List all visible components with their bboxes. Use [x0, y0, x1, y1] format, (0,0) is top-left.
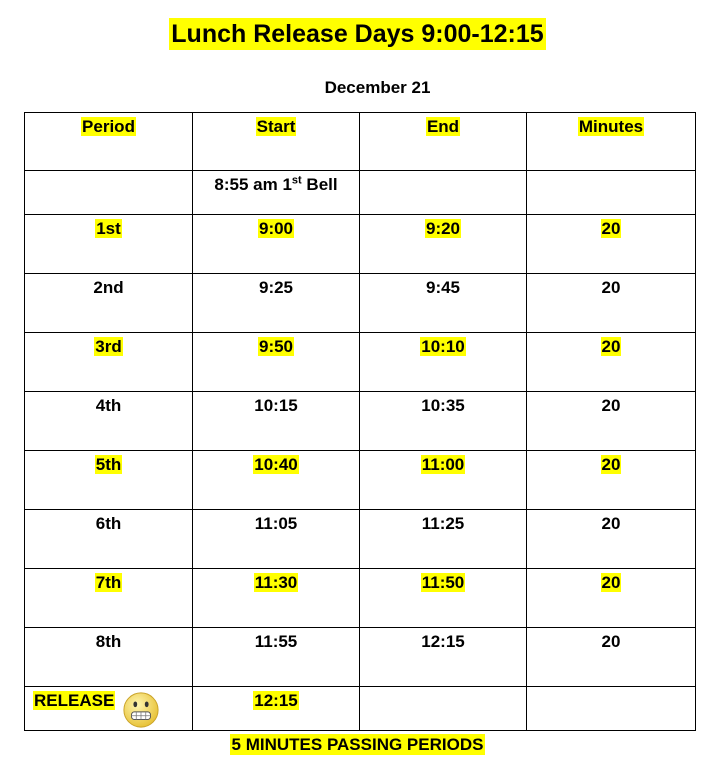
header-period [25, 113, 193, 171]
period-cell [25, 451, 193, 510]
table-row [25, 569, 696, 628]
release-empty-cell [360, 687, 527, 731]
first-bell-empty-cell [25, 171, 193, 215]
release-empty-cell [527, 687, 696, 731]
start-cell [193, 451, 360, 510]
table-row [25, 628, 696, 687]
minutes-cell [527, 215, 696, 274]
release-time: 12:15 [254, 691, 298, 710]
start-value: 10:40 [254, 455, 298, 474]
end-value: 10:35 [421, 396, 465, 415]
minutes-value: 20 [601, 514, 621, 533]
table-row [25, 274, 696, 333]
table-row [25, 451, 696, 510]
start-cell [193, 569, 360, 628]
table-row [25, 333, 696, 392]
period-cell [25, 392, 193, 451]
footer-text: 5 MINUTES PASSING PERIODS [231, 735, 484, 754]
schedule-body [25, 113, 696, 731]
end-value: 11:50 [421, 573, 465, 592]
start-cell [193, 392, 360, 451]
start-value: 9:50 [258, 337, 294, 356]
end-cell [360, 628, 527, 687]
start-value: 10:15 [254, 396, 298, 415]
release-row [25, 687, 696, 731]
minutes-value: 20 [601, 337, 621, 356]
minutes-value: 20 [601, 396, 621, 415]
minutes-value: 20 [601, 278, 621, 297]
period-value: 4th [95, 396, 122, 415]
end-cell [360, 274, 527, 333]
schedule-table [24, 112, 696, 731]
first-bell-label: Bell [301, 175, 338, 194]
start-value: 9:25 [258, 278, 294, 297]
end-cell [360, 392, 527, 451]
start-value: 9:00 [258, 219, 294, 238]
header-row [25, 113, 696, 171]
page-title [0, 20, 715, 49]
first-bell-row [25, 171, 696, 215]
end-cell [360, 451, 527, 510]
header-period-text: Period [82, 117, 135, 136]
end-cell [360, 569, 527, 628]
header-minutes-text: Minutes [578, 117, 644, 136]
start-value: 11:05 [254, 514, 298, 533]
period-cell [25, 215, 193, 274]
header-start-text: Start [256, 117, 296, 136]
period-value: 3rd [95, 337, 122, 356]
period-cell [25, 510, 193, 569]
minutes-cell [527, 510, 696, 569]
first-bell-sup: st [291, 174, 302, 187]
start-cell [193, 215, 360, 274]
header-minutes [527, 113, 696, 171]
start-cell [193, 274, 360, 333]
start-cell [193, 628, 360, 687]
end-cell [360, 510, 527, 569]
period-value: 5th [95, 455, 122, 474]
minutes-cell [527, 569, 696, 628]
release-label: RELEASE [34, 691, 115, 710]
start-cell [193, 333, 360, 392]
first-bell-empty-cell [527, 171, 696, 215]
first-bell-time: 8:55 am 1 [214, 175, 292, 194]
end-value: 9:20 [425, 219, 461, 238]
footer-note [0, 735, 715, 755]
schedule-date: December 21 [324, 78, 431, 97]
header-end-text: End [426, 117, 460, 136]
period-cell [25, 274, 193, 333]
header-start [193, 113, 360, 171]
minutes-cell [527, 628, 696, 687]
minutes-value: 20 [601, 632, 621, 651]
minutes-value: 20 [601, 219, 621, 238]
period-value: 6th [95, 514, 122, 533]
start-value: 11:55 [254, 632, 298, 651]
table-row [25, 392, 696, 451]
release-cell [25, 687, 193, 731]
header-end [360, 113, 527, 171]
minutes-cell [527, 392, 696, 451]
first-bell-cell [193, 171, 360, 215]
minutes-cell [527, 451, 696, 510]
period-value: 1st [96, 219, 121, 238]
minutes-cell [527, 333, 696, 392]
title-text: Lunch Release Days 9:00-12:15 [171, 20, 544, 48]
table-row [25, 215, 696, 274]
period-cell [25, 333, 193, 392]
period-value: 7th [95, 573, 122, 592]
end-value: 10:10 [421, 337, 465, 356]
end-value: 11:25 [421, 514, 465, 533]
end-value: 12:15 [421, 632, 465, 651]
first-bell-empty-cell [360, 171, 527, 215]
start-value: 11:30 [254, 573, 298, 592]
period-value: 2nd [93, 278, 124, 297]
end-value: 9:45 [425, 278, 461, 297]
minutes-value: 20 [601, 573, 621, 592]
minutes-cell [527, 274, 696, 333]
grimace-smiley-icon [122, 691, 160, 729]
period-value: 8th [95, 632, 122, 651]
end-value: 11:00 [421, 455, 465, 474]
period-cell [25, 628, 193, 687]
minutes-value: 20 [601, 455, 621, 474]
period-cell [25, 569, 193, 628]
release-time-cell [193, 687, 360, 731]
end-cell [360, 333, 527, 392]
start-cell [193, 510, 360, 569]
end-cell [360, 215, 527, 274]
table-row [25, 510, 696, 569]
